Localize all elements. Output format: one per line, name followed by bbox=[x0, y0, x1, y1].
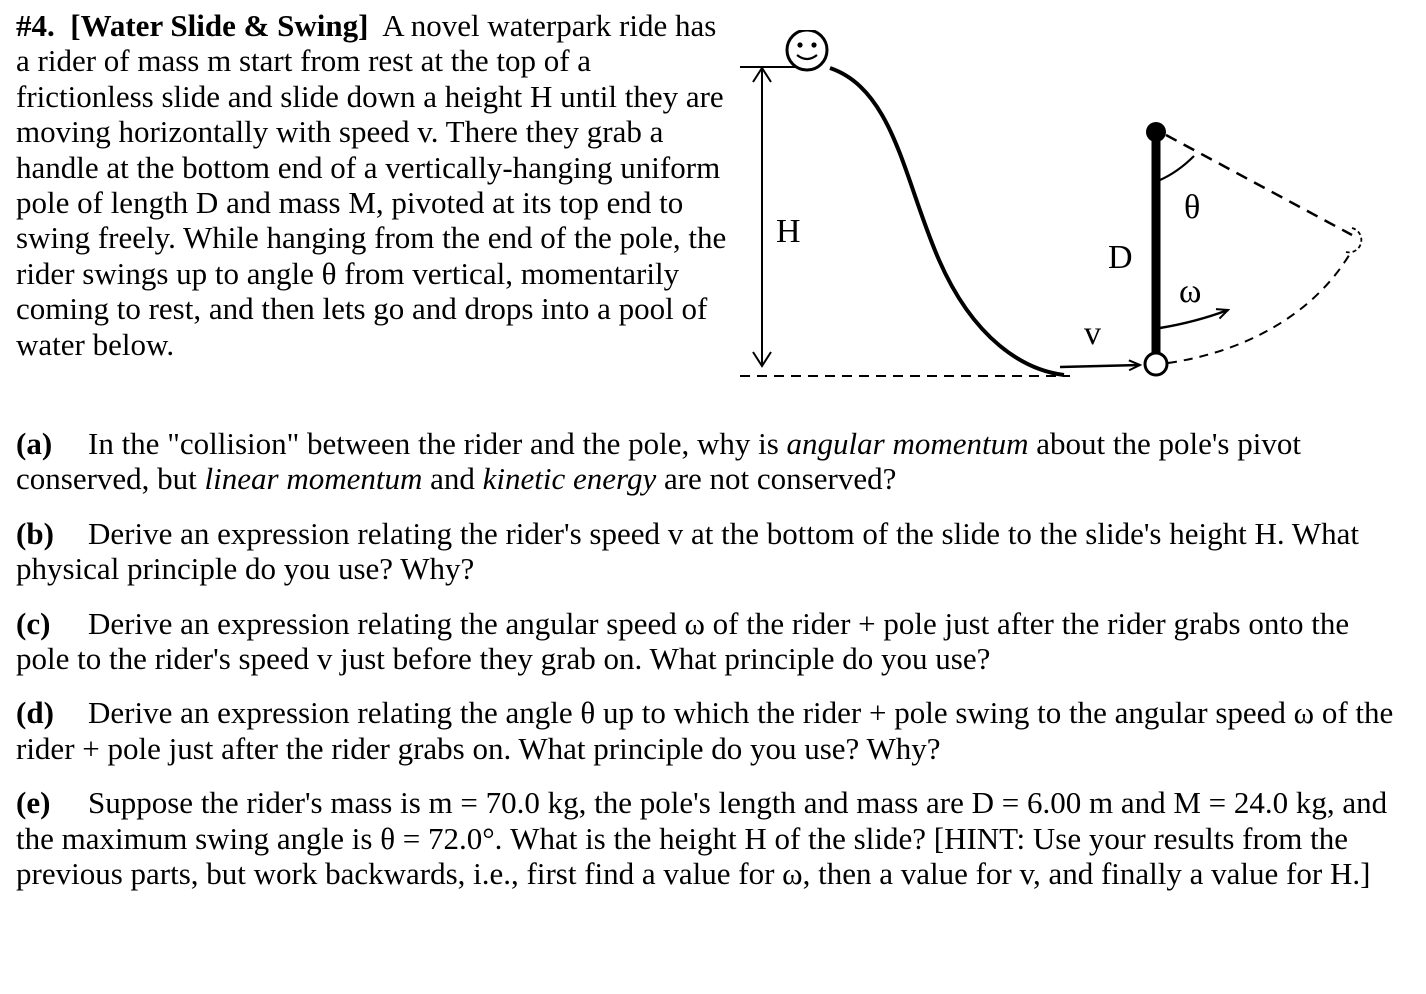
part-text: In the "collision" between the rider and the pole, why is bbox=[88, 426, 787, 461]
angular-speed-label: ω bbox=[1179, 273, 1202, 310]
velocity-arrow bbox=[1060, 365, 1140, 367]
question-part bbox=[16, 516, 1396, 587]
height-label: H bbox=[776, 213, 801, 250]
question-part bbox=[16, 426, 1396, 497]
part-text: Derive an expression relating the angle θ up to which the rider + pole swing to the angular speed ω of the rider + pole just after the rider grabs on. What principle do you use? Why? bbox=[16, 695, 1394, 766]
part-text: Derive an expression relating the angular speed ω of the rider + pole just after the rider grabs onto the pole to the rider's speed v just before they grab on. What principle do you use? bbox=[16, 605, 1350, 677]
problem-intro-text: A novel waterpark ride has a rider of mass m start from rest at the top of a frictionless slide and slide down a height H until they are moving horizontally with speed v. There they grab a handle at the bottom end of a vertically-hanging uniform pole of length D and mass M, pivoted at its top end to swing freely. While hanging from the end of the pole, the rider swings up to angle θ from vertical, momentarily coming to rest, and then lets go and drops into a pool of water below. bbox=[16, 8, 727, 362]
part-text: Suppose the rider's mass is m = 70.0 kg, the pole's length and mass are D = 6.00 m and M = 24.0 kg, and the maximum swing angle is θ = 72.0°. What is the height H of the slide? [HINT: Use your results from the previous parts, but work backwards, i.e., first find a value for ω, then a value for v, and finally a value for H.] bbox=[16, 785, 1388, 892]
part-emphasis-text: linear momentum bbox=[204, 461, 423, 497]
angle-label: θ bbox=[1184, 189, 1201, 226]
pole-length-label: D bbox=[1108, 239, 1133, 276]
problem-intro bbox=[16, 8, 728, 362]
part-text: about the pole's pivot conserved, but bbox=[16, 426, 1301, 497]
water-slide-swing-diagram bbox=[734, 30, 1394, 390]
question-part bbox=[16, 785, 1396, 891]
problem-title: [Water Slide & Swing] bbox=[70, 8, 369, 43]
pivot-point bbox=[1146, 122, 1166, 142]
part-emphasis-text: angular momentum bbox=[786, 426, 1029, 461]
rider-smiley-icon bbox=[787, 30, 827, 70]
part-label: (c) bbox=[16, 605, 51, 641]
part-text: are not conserved? bbox=[656, 461, 897, 497]
pole-handle bbox=[1145, 353, 1167, 375]
slide-curve bbox=[830, 68, 1064, 375]
part-label: (e) bbox=[16, 785, 51, 821]
part-text: Derive an expression relating the rider's speed v at the bottom of the slide to the slide's height H. What physical principle do you use? Why? bbox=[16, 515, 1359, 587]
angle-arc bbox=[1160, 156, 1194, 180]
question-part bbox=[16, 606, 1396, 677]
problem-number: #4. bbox=[16, 8, 55, 43]
question-part bbox=[16, 695, 1396, 766]
part-emphasis-text: kinetic energy bbox=[482, 461, 657, 497]
part-label: (d) bbox=[16, 695, 54, 731]
part-text: and bbox=[422, 461, 483, 497]
part-label: (a) bbox=[16, 426, 53, 461]
question-parts bbox=[16, 426, 1396, 910]
speed-label: v bbox=[1084, 315, 1101, 352]
angular-speed-arrow bbox=[1160, 310, 1228, 328]
part-label: (b) bbox=[16, 515, 54, 551]
